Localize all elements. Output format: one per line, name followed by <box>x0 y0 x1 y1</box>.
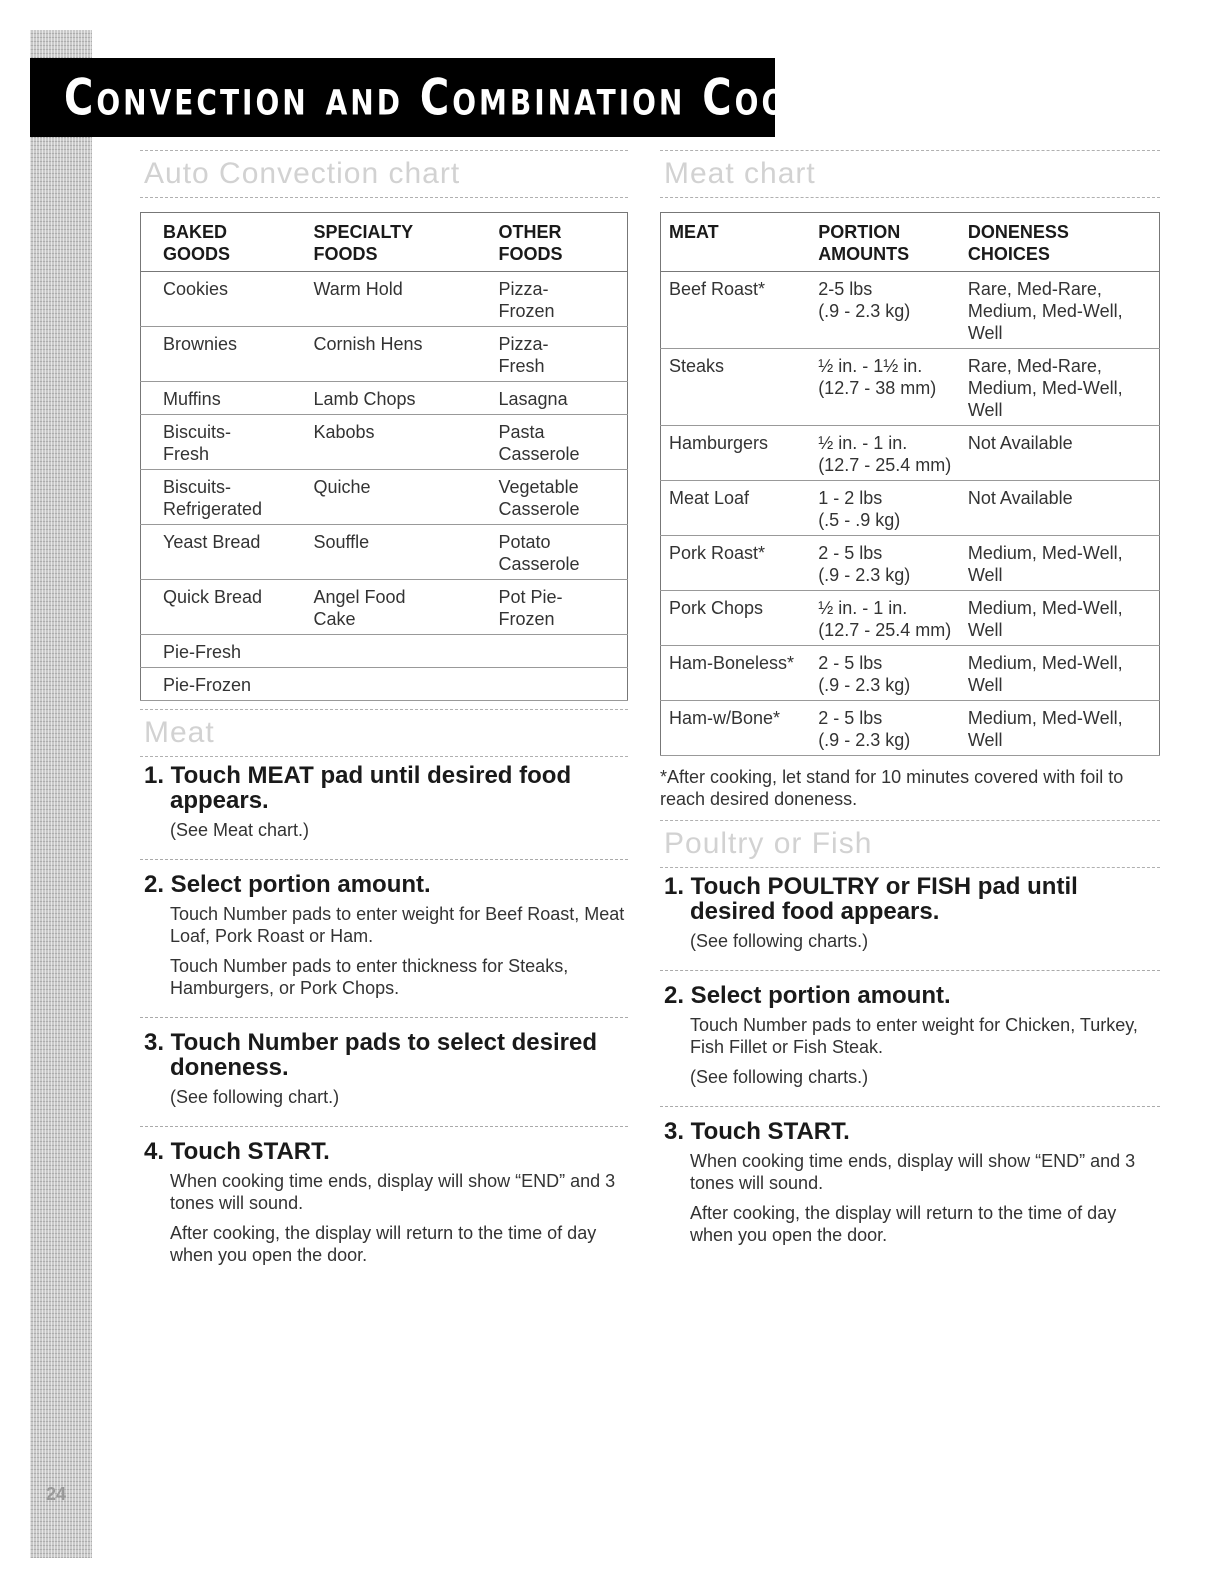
table-row <box>141 382 628 415</box>
step-text: (See following charts.) <box>690 931 869 951</box>
meat-chart-table <box>660 212 1160 756</box>
table-cell: ½ in. - 1 in. (12.7 - 25.4 mm) <box>810 426 960 481</box>
table-row <box>661 349 1160 426</box>
header-cell: OTHER FOODS <box>477 213 628 272</box>
table-cell: Cookies <box>141 272 292 327</box>
table-cell: Angel Food Cake <box>291 580 476 635</box>
table-cell: Kabobs <box>291 415 476 470</box>
header-cell: DONENESS CHOICES <box>960 213 1160 272</box>
table-row <box>661 536 1160 591</box>
page-number: 24 <box>46 1484 67 1504</box>
table-cell: Warm Hold <box>291 272 476 327</box>
header-cell: SPECIALTY FOODS <box>291 213 476 272</box>
table-cell: 2 - 5 lbs (.9 - 2.3 kg) <box>810 536 960 591</box>
table-cell: Ham-Boneless* <box>661 646 811 701</box>
table-cell <box>477 635 628 668</box>
step-text: (See following charts.) <box>690 1067 869 1087</box>
table-cell: Medium, Med-Well, Well <box>960 591 1160 646</box>
table-cell: Potato Casserole <box>477 525 628 580</box>
step-text: Touch Number pads to enter thickness for Steaks, Hamburgers, or Pork Chops. <box>170 956 569 998</box>
instruction-step <box>140 866 628 1011</box>
table-cell: Cornish Hens <box>291 327 476 382</box>
header-cell: MEAT <box>661 213 811 272</box>
instruction-step <box>660 868 1160 964</box>
step-text: (See following chart.) <box>170 1087 340 1107</box>
page-title: Convection and Combination Cooking <box>64 68 879 127</box>
table-cell <box>291 635 476 668</box>
divider <box>660 970 1160 971</box>
table-header-row <box>141 213 628 272</box>
step-text: Touch Number pads to enter weight for Beef Roast, Meat Loaf, Pork Roast or Ham. <box>170 904 625 946</box>
table-cell: Pork Chops <box>661 591 811 646</box>
instruction-step <box>140 1024 628 1120</box>
left-column <box>140 150 628 1278</box>
header-cell: BAKED GOODS <box>141 213 292 272</box>
table-cell: Medium, Med-Well, Well <box>960 701 1160 756</box>
table-cell: Not Available <box>960 481 1160 536</box>
table-cell: Yeast Bread <box>141 525 292 580</box>
poultry-heading: Poultry or Fish <box>660 820 1160 868</box>
step-title: 3. Touch START. <box>664 1118 850 1145</box>
table-cell: 2 - 5 lbs (.9 - 2.3 kg) <box>810 646 960 701</box>
table-cell: Biscuits- Refrigerated <box>141 470 292 525</box>
table-cell: Quiche <box>291 470 476 525</box>
table-cell: Beef Roast* <box>661 272 811 349</box>
table-cell: Not Available <box>960 426 1160 481</box>
title-bar <box>30 58 879 137</box>
table-row <box>141 525 628 580</box>
table-row <box>141 668 628 701</box>
step-text: (See Meat chart.) <box>170 820 310 840</box>
table-cell: Hamburgers <box>661 426 811 481</box>
table-cell: Pie-Fresh <box>141 635 292 668</box>
step-text: Touch Number pads to enter weight for Chicken, Turkey, Fish Fillet or Fish Steak. <box>690 1015 1138 1057</box>
table-cell: Quick Bread <box>141 580 292 635</box>
table-row <box>141 580 628 635</box>
table-row <box>661 646 1160 701</box>
step-text: After cooking, the display will return to the time of day when you open the door. <box>170 1223 597 1265</box>
meat-heading: Meat <box>140 709 628 757</box>
table-cell: Ham-w/Bone* <box>661 701 811 756</box>
instruction-step <box>140 1133 628 1278</box>
step-text: When cooking time ends, display will show “END” and 3 tones will sound. <box>170 1171 616 1213</box>
divider <box>660 1106 1160 1107</box>
table-cell: 1 - 2 lbs (.5 - .9 kg) <box>810 481 960 536</box>
meat-steps <box>140 757 628 1278</box>
table-row <box>661 426 1160 481</box>
table-cell <box>477 668 628 701</box>
table-cell: Vegetable Casserole <box>477 470 628 525</box>
table-cell: Pot Pie- Frozen <box>477 580 628 635</box>
table-cell: Lasagna <box>477 382 628 415</box>
table-cell: Medium, Med-Well, Well <box>960 536 1160 591</box>
divider <box>140 859 628 860</box>
divider <box>140 1126 628 1127</box>
table-row <box>141 635 628 668</box>
instruction-step <box>660 977 1160 1100</box>
table-row <box>141 470 628 525</box>
table-cell: ½ in. - 1 in. (12.7 - 25.4 mm) <box>810 591 960 646</box>
auto-convection-body <box>141 272 628 701</box>
step-title: 1. Touch POULTRY or FISH pad until desired food appears. <box>664 873 1078 925</box>
step-title: 2. Select portion amount. <box>664 982 951 1009</box>
instruction-step <box>140 757 628 853</box>
table-cell: Medium, Med-Well, Well <box>960 646 1160 701</box>
table-header-row <box>661 213 1160 272</box>
right-column <box>660 150 1160 1258</box>
auto-convection-heading: Auto Convection chart <box>140 150 628 198</box>
step-text: After cooking, the display will return to the time of day when you open the door. <box>690 1203 1117 1245</box>
table-cell: Souffle <box>291 525 476 580</box>
table-cell: Biscuits- Fresh <box>141 415 292 470</box>
step-text: When cooking time ends, display will show “END” and 3 tones will sound. <box>690 1151 1136 1193</box>
table-row <box>141 415 628 470</box>
meat-chart-body <box>661 272 1160 756</box>
step-title: 4. Touch START. <box>144 1138 330 1165</box>
table-row <box>661 272 1160 349</box>
table-cell: Muffins <box>141 382 292 415</box>
auto-convection-table <box>140 212 628 701</box>
table-row <box>141 272 628 327</box>
step-title: 2. Select portion amount. <box>144 871 431 898</box>
table-cell: Steaks <box>661 349 811 426</box>
meat-chart-footnote: *After cooking, let stand for 10 minutes covered with foil to reach desired doneness. <box>660 767 1124 809</box>
table-cell: Lamb Chops <box>291 382 476 415</box>
step-title: 3. Touch Number pads to select desired doneness. <box>144 1029 597 1081</box>
table-cell: Pizza- Frozen <box>477 272 628 327</box>
table-row <box>141 327 628 382</box>
table-row <box>661 591 1160 646</box>
table-cell: Meat Loaf <box>661 481 811 536</box>
instruction-step <box>660 1113 1160 1258</box>
step-title: 1. Touch MEAT pad until desired food appears. <box>144 762 572 814</box>
table-row <box>661 481 1160 536</box>
table-row <box>661 701 1160 756</box>
table-cell: Pork Roast* <box>661 536 811 591</box>
poultry-steps <box>660 868 1160 1258</box>
side-pattern-strip <box>30 30 92 1558</box>
table-cell: Pasta Casserole <box>477 415 628 470</box>
table-cell: 2-5 lbs (.9 - 2.3 kg) <box>810 272 960 349</box>
table-cell: Rare, Med-Rare, Medium, Med-Well, Well <box>960 272 1160 349</box>
divider <box>140 1017 628 1018</box>
header-cell: PORTION AMOUNTS <box>810 213 960 272</box>
table-cell: 2 - 5 lbs (.9 - 2.3 kg) <box>810 701 960 756</box>
table-cell: Pizza- Fresh <box>477 327 628 382</box>
table-cell: ½ in. - 1½ in. (12.7 - 38 mm) <box>810 349 960 426</box>
table-cell: Brownies <box>141 327 292 382</box>
table-cell: Rare, Med-Rare, Medium, Med-Well, Well <box>960 349 1160 426</box>
table-cell <box>291 668 476 701</box>
table-cell: Pie-Frozen <box>141 668 292 701</box>
meat-chart-heading: Meat chart <box>660 150 1160 198</box>
